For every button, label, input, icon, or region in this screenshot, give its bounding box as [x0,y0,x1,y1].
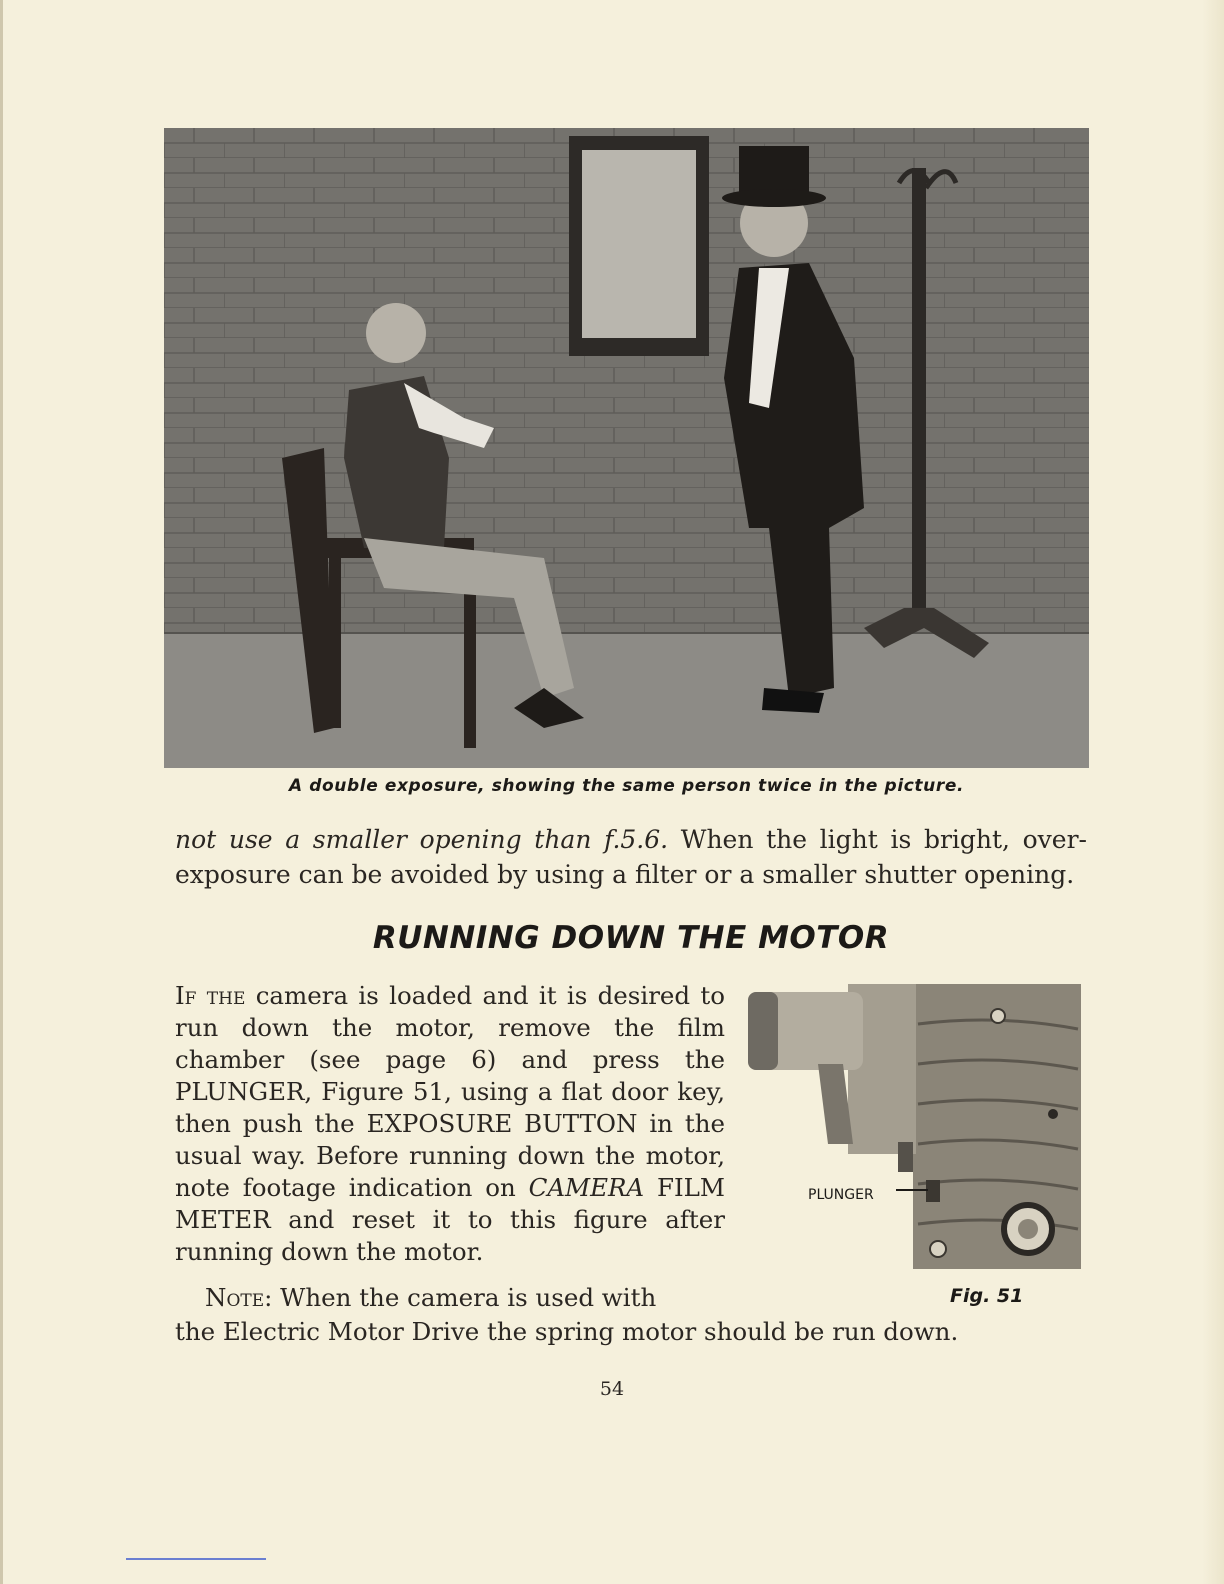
camera-figure [748,984,1081,1274]
paragraph-text: When the light is bright, over-exposure can be avoided by using a filter or a smaller shutter opening. [175,825,1088,889]
italic-text: not use a smaller opening than f.5.6. [175,825,669,854]
page-edge [0,0,3,1584]
note-continuation: the Electric Motor Drive the spring motor should be run down. [175,1317,959,1346]
double-exposure-photo [164,128,1089,768]
paragraph-text: camera is loaded and it is desired to run down the motor, remove the film chamber (see page 6) and press the PLUNGER, Figure 51, using a flat door key, then push the EXPOSURE BUTTON in the usual way. Before running down the motor, note footage indication on [175,981,725,1202]
paragraph-text: FILM METER and reset it to this figure after running down the motor. [175,1173,725,1266]
blue-mark [126,1558,266,1560]
page-edge-shadow [1202,0,1224,1584]
paragraph-exposure [175,822,1087,892]
paragraph-motor [175,980,725,1268]
photo-caption: A double exposure, showing the same person twice in the picture. [288,776,965,796]
italic-text: CAMERA [528,1173,645,1202]
figure-caption: Fig. 51 [950,1285,1024,1307]
small-caps-lead: Note [205,1283,265,1312]
note-text: : When the camera is used with [264,1283,657,1312]
page-number: 54 [599,1378,625,1400]
plunger-label: PLUNGER [808,1187,874,1203]
note-line [205,1282,725,1314]
section-heading: RUNNING DOWN THE MOTOR [372,920,890,956]
small-caps-lead: If the [175,981,246,1010]
